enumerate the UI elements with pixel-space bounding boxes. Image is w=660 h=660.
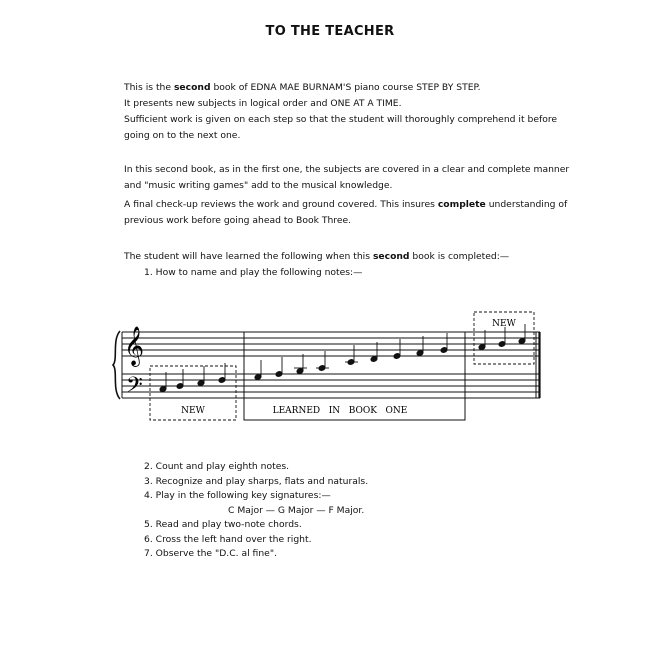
barlines bbox=[122, 332, 540, 398]
learned-list bbox=[144, 460, 544, 562]
learned-label: LEARNED IN BOOK ONE bbox=[272, 406, 408, 416]
learned-line bbox=[124, 249, 544, 265]
treble-staff-lines bbox=[122, 332, 540, 356]
new-bottom-label: NEW bbox=[181, 406, 205, 416]
second-bold-complete: complete bbox=[437, 199, 486, 210]
bass-staff-lines bbox=[122, 374, 540, 398]
second-line-1: In this second book, as in the first one, the subjects are covered in a clear and complete manner bbox=[124, 164, 570, 175]
intro-line-4: going on to the next one. bbox=[124, 130, 241, 141]
bass-clef-icon: 𝄢 bbox=[126, 373, 143, 403]
list-item-5: 5. Read and play two-note chords. bbox=[144, 519, 302, 530]
key-signatures: C Major — G Major — F Major. bbox=[228, 504, 365, 516]
intro-text-1c: book of EDNA MAE BURNAM'S piano course STEP BY STEP. bbox=[210, 82, 481, 93]
intro-line-1 bbox=[124, 80, 544, 96]
treble-clef-icon: 𝄞 bbox=[124, 326, 145, 366]
learned-bold-second: second bbox=[372, 251, 410, 262]
list-item-2: 2. Count and play eighth notes. bbox=[144, 461, 290, 472]
bass-new-notes bbox=[159, 363, 226, 392]
second-text-3c: understanding of bbox=[485, 199, 568, 210]
second-line-2: and "music writing games" add to the musical knowledge. bbox=[124, 180, 393, 191]
learned-intro bbox=[124, 249, 544, 281]
list-item-6: 6. Cross the left hand over the right. bbox=[144, 533, 312, 545]
second-text-3a: A final check-up reviews the work and ground covered. This insures bbox=[124, 199, 438, 210]
new-top-label: NEW bbox=[492, 319, 516, 329]
list-item-1: 1. How to name and play the following notes:— bbox=[144, 267, 363, 278]
second-paragraph bbox=[124, 162, 570, 229]
intro-text-1a: This is the bbox=[124, 82, 174, 93]
second-line-4: previous work before going ahead to Book Three. bbox=[124, 215, 352, 226]
list-item-4: 4. Play in the following key signatures:— bbox=[144, 490, 331, 501]
list-item-3: 3. Recognize and play sharps, flats and naturals. bbox=[144, 475, 369, 487]
page-title: TO THE TEACHER bbox=[265, 24, 395, 39]
bass-learned-notes bbox=[254, 351, 329, 380]
list-item-7: 7. Observe the "D.C. al fine". bbox=[144, 548, 277, 559]
music-staff bbox=[0, 300, 660, 440]
second-line-3 bbox=[124, 197, 568, 213]
learned-text-a: The student will have learned the following when this bbox=[124, 251, 373, 262]
intro-bold-second: second bbox=[173, 82, 211, 93]
learned-text-c: book is completed:— bbox=[409, 251, 510, 262]
intro-line-3: Sufficient work is given on each step so that the student will thoroughly comprehend it before bbox=[124, 114, 558, 125]
intro-line-2: It presents new subjects in logical order and ONE AT A TIME. bbox=[124, 98, 402, 109]
brace-icon bbox=[113, 331, 120, 399]
intro-paragraph bbox=[124, 80, 558, 144]
